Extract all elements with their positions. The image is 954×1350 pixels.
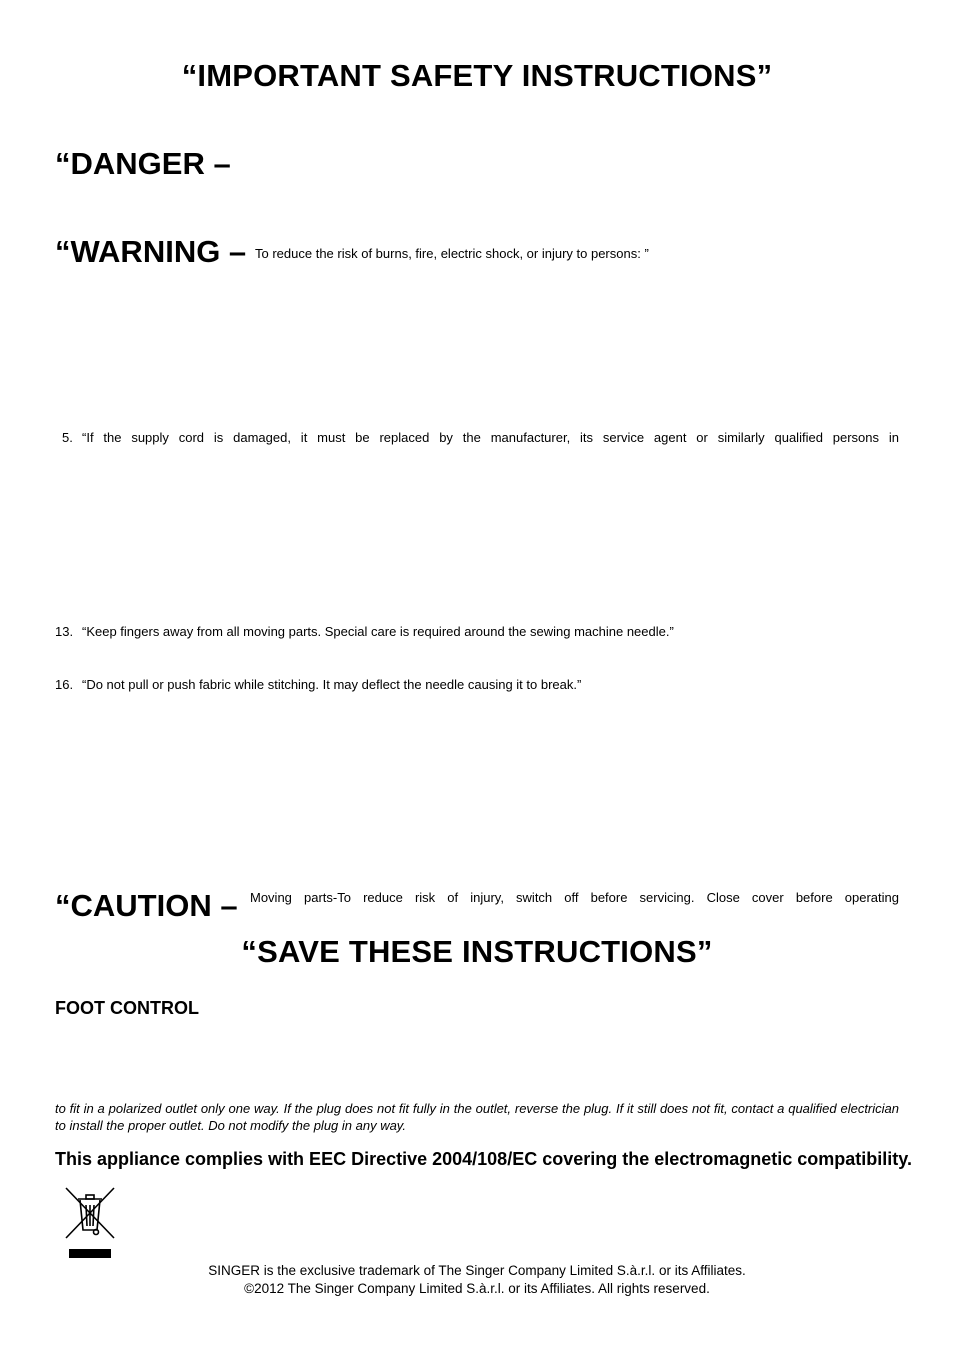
footer	[0, 1262, 954, 1298]
warning-text: To reduce the risk of burns, fire, electric shock, or injury to persons: ”	[255, 246, 649, 261]
list-item-text: “Keep fingers away from all moving parts. Special care is required around the sewing machine needle.”	[82, 624, 674, 639]
page-title: “IMPORTANT SAFETY INSTRUCTIONS”	[181, 58, 773, 93]
list-item-16	[55, 677, 581, 692]
weee-crossed-bin-icon	[62, 1186, 118, 1262]
crossed-bin-svg	[62, 1186, 118, 1262]
trademark-line: SINGER is the exclusive trademark of The Singer Company Limited S.à.r.l. or its Affiliates.	[208, 1263, 746, 1278]
caution-text: Moving parts-To reduce risk of injury, switch off before servicing. Close cover before operating	[250, 890, 899, 905]
foot-control-heading: FOOT CONTROL	[55, 998, 199, 1018]
list-item-13	[55, 624, 674, 639]
warning-heading: “WARNING –	[55, 234, 247, 269]
list-item-text: “If the supply cord is damaged, it must be replaced by the manufacturer, its service agent or similarly qualified persons in	[82, 430, 899, 445]
list-item-number: 5.	[62, 430, 73, 445]
list-item-text: “Do not pull or push fabric while stitching. It may deflect the needle causing it to break.”	[82, 677, 582, 692]
list-item-number: 16.	[55, 677, 74, 692]
list-item-5	[62, 430, 899, 445]
eec-compliance-text: This appliance complies with EEC Directive 2004/108/EC covering the electromagnetic compatibility.	[55, 1149, 912, 1169]
save-instructions-title: “SAVE THESE INSTRUCTIONS”	[241, 934, 713, 969]
polarized-plug-text: to fit in a polarized outlet only one way. If the plug does not fit fully in the outlet, reverse the plug. If it still does not fit, contact a qualified electrician to install the proper outlet. Do not modify the plug in any way.	[55, 1101, 899, 1133]
danger-heading: “DANGER –	[55, 146, 231, 181]
copyright-line: ©2012 The Singer Company Limited S.à.r.l. or its Affiliates. All rights reserved.	[244, 1281, 710, 1296]
caution-heading: “CAUTION –	[55, 888, 238, 923]
list-item-number: 13.	[55, 624, 74, 639]
